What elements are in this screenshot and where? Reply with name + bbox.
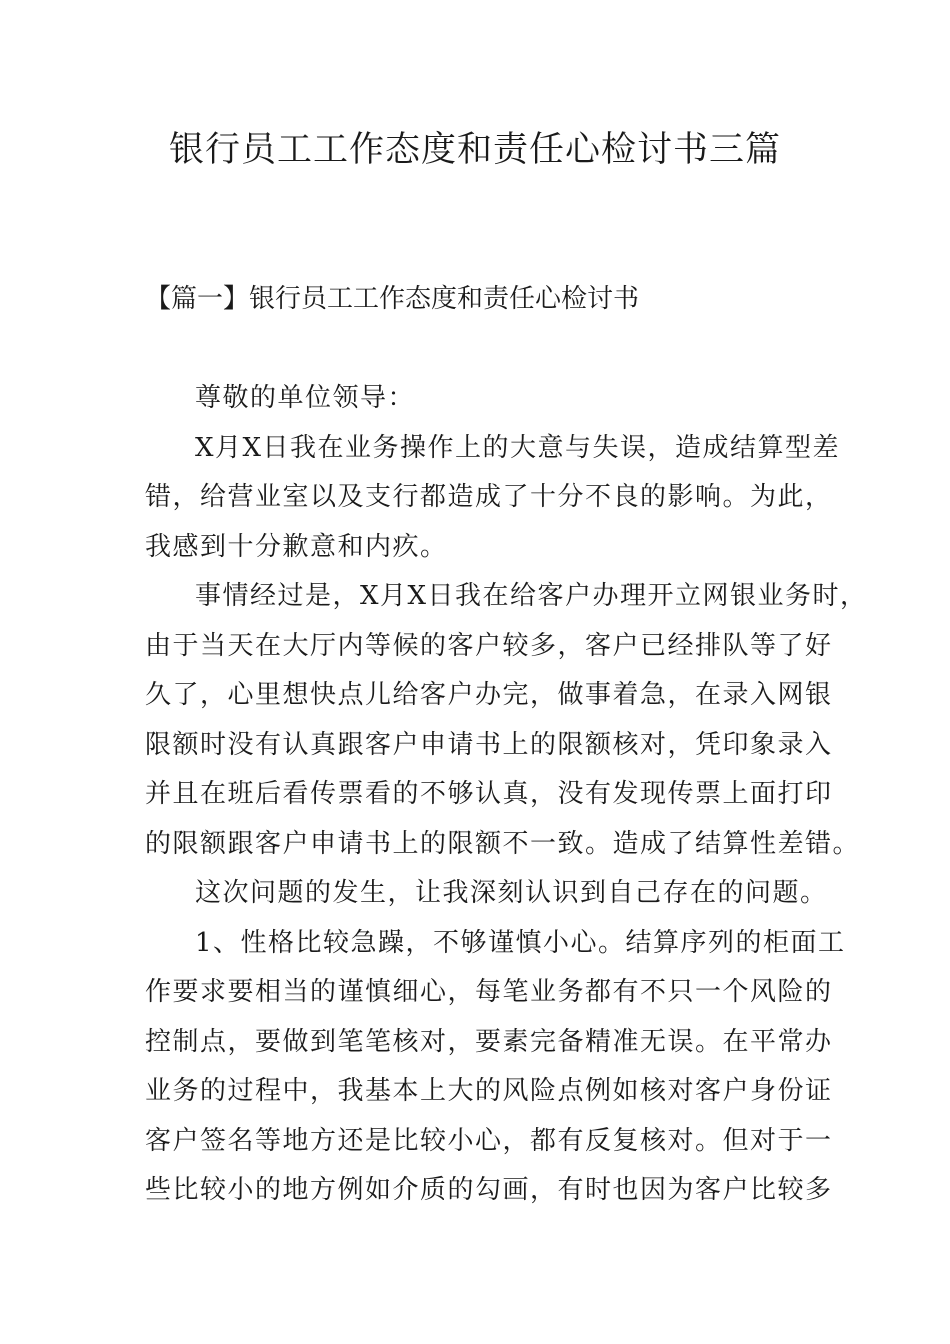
paragraph-line: 的限额跟客户申请书上的限额不一致。造成了结算性差错。 — [145, 828, 861, 859]
paragraph-line: 错，给营业室以及支行都造成了十分不良的影响。为此， — [145, 482, 833, 512]
paragraph-line: 并且在班后看传票看的不够认真，没有发现传票上面打印 — [145, 779, 833, 809]
paragraph-line: 限额时没有认真跟客户申请书上的限额核对，凭印象录入 — [145, 729, 833, 760]
paragraph-line: 业务的过程中，我基本上大的风险点例如核对客户身份证 — [145, 1076, 833, 1106]
paragraph-line: X月X日我在业务操作上的大意与失误，造成结算型差 — [195, 432, 841, 463]
paragraph-line: 事情经过是，X月X日我在给客户办理开立网银业务时， — [195, 581, 868, 611]
body-text — [145, 374, 868, 1216]
paragraph-line: 由于当天在大厅内等候的客户较多，客户已经排队等了好 — [145, 630, 833, 661]
salutation-line: 尊敬的单位领导： — [195, 383, 416, 413]
paragraph-line: 1、性格比较急躁，不够谨慎小心。结算序列的柜面工 — [195, 927, 846, 958]
paragraph-line: 这次问题的发生，让我深刻认识到自己存在的问题。 — [195, 878, 828, 908]
paragraph-line: 我感到十分歉意和内疚。 — [145, 531, 448, 562]
document-title: 银行员工工作态度和责任心检讨书三篇 — [168, 130, 781, 170]
paragraph-line: 久了，心里想快点儿给客户办完，做事着急，在录入网银 — [145, 680, 833, 710]
paragraph-line: 些比较小的地方例如介质的勾画，有时也因为客户比较多 — [145, 1175, 833, 1205]
section-heading: 【篇一】银行员工工作态度和责任心检讨书 — [145, 284, 640, 314]
paragraph-line: 作要求要相当的谨慎细心，每笔业务都有不只一个风险的 — [145, 977, 833, 1007]
paragraph-line: 客户签名等地方还是比较小心，都有反复核对。但对于一 — [145, 1125, 833, 1156]
paragraph-line: 控制点，要做到笔笔核对，要素完备精准无误。在平常办 — [145, 1026, 833, 1057]
